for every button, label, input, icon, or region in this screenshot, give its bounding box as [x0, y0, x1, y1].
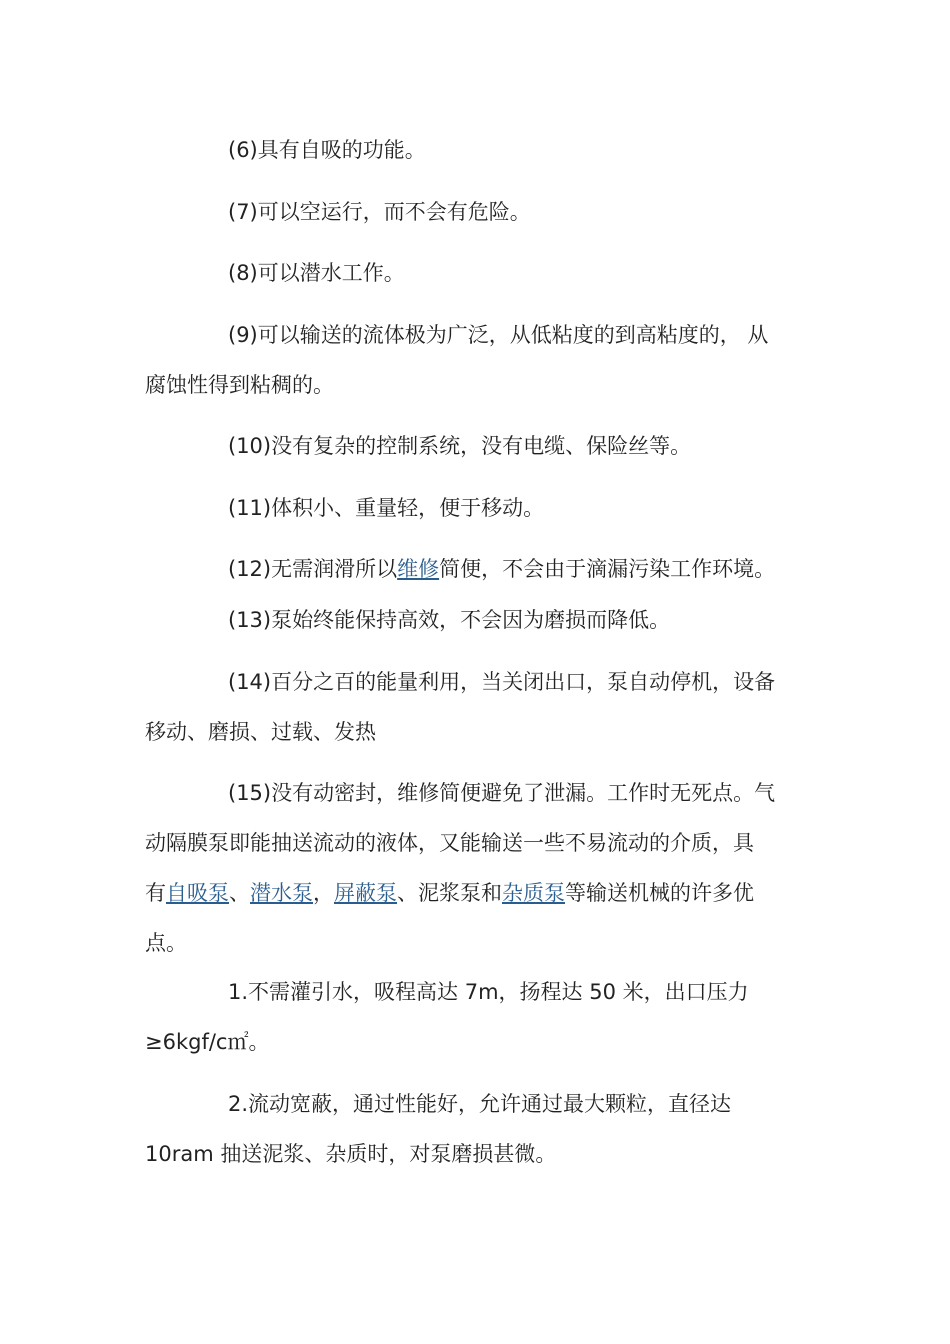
text-segment: 移动、磨损、过载、发热	[145, 720, 376, 744]
text-line	[145, 187, 805, 237]
paragraph-4	[145, 310, 805, 410]
paragraph-7	[145, 544, 805, 594]
text-segment: 、	[229, 881, 250, 905]
hyperlink[interactable]: 杂质泵	[502, 881, 565, 905]
paragraph-8	[145, 595, 805, 645]
paragraph-3	[145, 248, 805, 298]
paragraph-12	[145, 1079, 805, 1179]
text-line	[145, 768, 805, 818]
text-line	[145, 657, 805, 707]
text-segment: (9)可以输送的流体极为广泛，从低粘度的到高粘度的， 从	[228, 323, 769, 347]
text-line	[145, 483, 805, 533]
hyperlink[interactable]: 潜水泵	[250, 881, 313, 905]
text-segment: 动隔膜泵即能抽送流动的液体，又能输送一些不易流动的介质，具	[145, 831, 754, 855]
text-segment: 、泥浆泵和	[397, 881, 502, 905]
paragraph-1	[145, 125, 805, 175]
text-line	[145, 1129, 805, 1179]
text-segment: ≥6kgf/c㎡。	[145, 1030, 270, 1054]
paragraph-2	[145, 187, 805, 237]
text-segment: (13)泵始终能保持高效，不会因为磨损而降低。	[228, 608, 671, 632]
text-line	[145, 595, 805, 645]
hyperlink[interactable]: 屏蔽泵	[334, 881, 397, 905]
text-segment: (10)没有复杂的控制系统，没有电缆、保险丝等。	[228, 434, 692, 458]
text-segment: (12)无需润滑所以	[228, 557, 398, 581]
text-line	[145, 248, 805, 298]
paragraph-10	[145, 768, 805, 968]
text-segment: 1.不需灌引水，吸程高达 7m，扬程达 50 米，出口压力	[228, 980, 749, 1004]
text-line	[145, 818, 805, 868]
text-segment: (14)百分之百的能量利用，当关闭出口，泵自动停机，设备	[228, 670, 776, 694]
hyperlink[interactable]: 维修	[397, 557, 440, 581]
text-segment: 腐蚀性得到粘稠的。	[145, 373, 334, 397]
text-line	[145, 1017, 805, 1067]
text-line	[145, 125, 805, 175]
text-segment: 点。	[145, 931, 187, 955]
text-line	[145, 310, 805, 360]
text-segment: ，	[313, 881, 334, 905]
text-segment: (6)具有自吸的功能。	[228, 138, 426, 162]
text-line	[145, 421, 805, 471]
text-segment: (7)可以空运行，而不会有危险。	[228, 200, 531, 224]
text-segment: 2.流动宽蔽，通过性能好，允许通过最大颗粒，直径达	[228, 1092, 732, 1116]
text-line	[145, 1079, 805, 1129]
paragraph-11	[145, 967, 805, 1067]
paragraph-9	[145, 657, 805, 757]
text-segment: (11)体积小、重量轻，便于移动。	[228, 496, 545, 520]
text-line	[145, 868, 805, 918]
text-segment: 简便，不会由于滴漏污染工作环境。	[439, 557, 776, 581]
text-segment: (8)可以潜水工作。	[228, 261, 405, 285]
text-segment: 等输送机械的许多优	[565, 881, 754, 905]
text-segment: (15)没有动密封，维修简便避免了泄漏。工作时无死点。气	[228, 781, 776, 805]
hyperlink[interactable]: 自吸泵	[166, 881, 229, 905]
text-segment: 10ram 抽送泥浆、杂质时，对泵磨损甚微。	[145, 1142, 557, 1166]
text-segment: 有	[145, 881, 166, 905]
text-line	[145, 967, 805, 1017]
paragraph-5	[145, 421, 805, 471]
text-line	[145, 707, 805, 757]
text-line	[145, 918, 805, 968]
paragraph-6	[145, 483, 805, 533]
text-line	[145, 544, 805, 594]
text-line	[145, 360, 805, 410]
